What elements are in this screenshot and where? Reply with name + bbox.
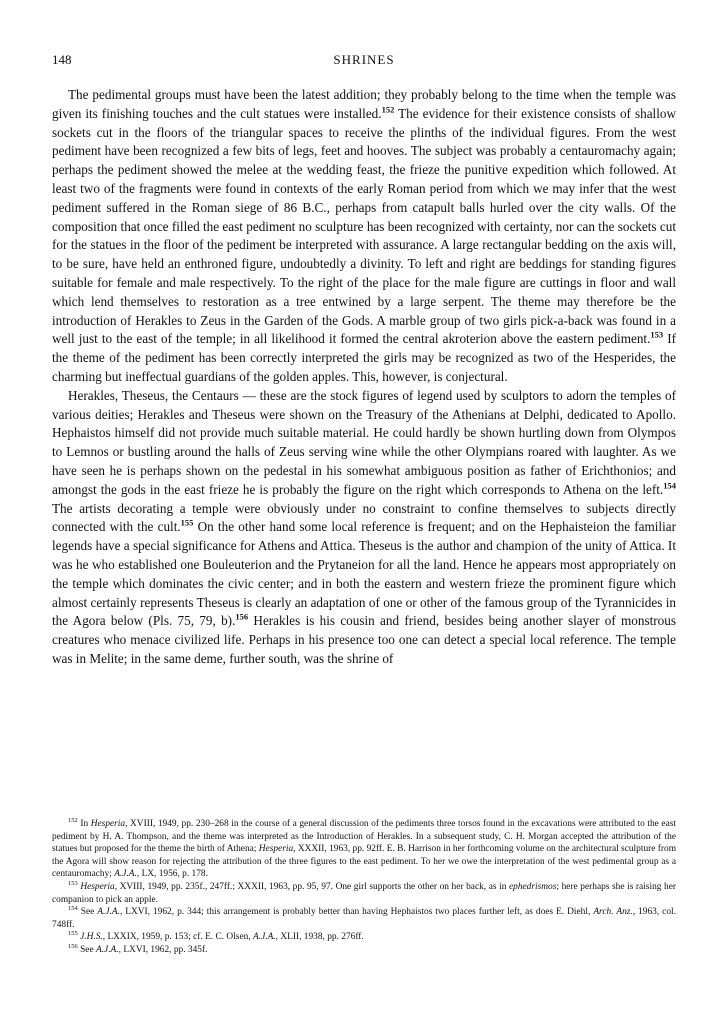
footnote-number: 152 (68, 816, 78, 824)
paragraph (52, 86, 676, 387)
italic-text: ephedrismos (508, 881, 557, 892)
footnote (52, 881, 676, 906)
footnotes (52, 818, 676, 957)
text-run: , XVIII, 1949, pp. 235f., 247ff.; XXXII, 1963, pp. 95, 97. One girl supports the other on her back, as in (114, 881, 509, 892)
footnote-number: 155 (68, 930, 78, 938)
page-number: 148 (52, 52, 72, 67)
body-text (52, 86, 676, 669)
text-run: The pedimental groups must have been the latest addition; they probably belong to the time when the temple was given its finishing touches and the cult statues were installed. (52, 87, 676, 121)
text-run: ; here perhaps she is raising her companion to pick an apple. (52, 881, 676, 905)
footnote (52, 818, 676, 881)
footnote-number: 156 (68, 942, 78, 950)
text-run: , XVIII, 1949, pp. 230–268 in the course of a general discussion of the pediments three torsos found in the excavations were attributed to the east pediment by H. A. Thompson, and the theme was interpreted as the Introduction of Herakles. In a subsequent study, C. H. Morgan accepted the attribution of the statues but proposed for the theme the birth of Athena; (52, 819, 676, 855)
text-run: , LXXIX, 1959, p. 153; cf. E. C. Olsen, (102, 932, 253, 943)
text-run: See (77, 944, 96, 955)
text-run: In (77, 819, 91, 829)
text-run: , LXVI, 1962, p. 344; this arrangement is probably better than having Hephaistos two places further left, as does E. Diehl, (119, 907, 594, 918)
text-run: If the theme of the pediment has been correctly interpreted the girls may be recognized as two of the Hesperides, the charming but ineffectual guardians of the golden apples. This, however, is conjectural. (52, 331, 676, 384)
text-run: , LX, 1956, p. 178. (136, 869, 208, 880)
footnote-reference: 153 (650, 329, 664, 340)
footnote (52, 944, 676, 957)
footnote-number: 154 (68, 905, 78, 913)
text-run: , XXXII, 1963, pp. 92ff. E. B. Harrison in her forthcoming volume on the architectural sculpture from the Agora will show reason for rejecting the attribution of the three figures to the east pediment. To her we owe the interpretation of the west pedimental group as a centauromachy; (52, 844, 676, 880)
text-run: See (77, 907, 98, 918)
text-run: Herakles is his cousin and friend, besides being another slayer of monstrous creatures who menace civilized life. Perhaps in his presence too one can detect a special local reference. The temple was in Melite; in the same deme, further south, was the shrine of (52, 613, 676, 666)
paragraph (52, 387, 676, 669)
italic-text: A.J.A. (114, 869, 137, 880)
italic-text: Hesperia (90, 819, 126, 829)
italic-text: Arch. Anz. (593, 907, 633, 918)
italic-text: A.J.A. (253, 932, 276, 943)
footnote (52, 931, 676, 944)
footnote-reference: 156 (235, 611, 249, 622)
text-run: The artists decorating a temple were obviously under no constraint to confine themselves to subjects directly connected with the cult. (52, 500, 676, 535)
italic-text: A.J.A. (97, 907, 120, 918)
footnote-reference: 155 (180, 517, 194, 528)
text-run: , XLII, 1938, pp. 276ff. (275, 932, 364, 943)
text-run: The evidence for their existence consists of shallow sockets cut in the floors of the triangular spaces to receive the plinths of the individual figures. From the west pediment have been recognized a few bits of legs, feet and hooves. The subject was probably a centauromachy again; perhaps the pediment showed the melee at the wedding feast, the frieze the punitive expedition which followed. At least two of the fragments were found in contexts of the early Roman period from which we may infer that the west pediment suffered in the Roman siege of 86 B.C., perhaps from catapult balls hurled over the city walls. Of the composition that once filled the east pediment no sculpture has been recognized with certainty, nor can the sockets cut for the statues in the floor of the pediment be interpreted with assurance. A large rectangular bedding on the axis will, to be sure, have held an enthroned figure, undoubtedly a divinity. To left and right are beddings for standing figures suitable for female and male respectively. To the right of the place for the male figure are cuttings in floor and wall which lend themselves to restoration as a tree entwined by a large serpent. The theme may therefore be the introduction of Herakles to Zeus in the Garden of the Gods. A marble group of two girls pick-a-back was found in a well just to the east of the temple; in all likelihood it formed the central akroterion above the eastern pediment. (52, 105, 676, 347)
italic-text: A.J.A. (95, 944, 119, 955)
running-title: SHRINES (333, 52, 395, 67)
footnote (52, 906, 676, 931)
text-run: Herakles, Theseus, the Centaurs — these are the stock figures of legend used by sculptors to adorn the temples of various deities; Herakles and Theseus were shown on the Treasury of the Athenians at Delphi, dedicated to Apollo. Hephaistos himself did not provide much suitable material. He could hardly be shown hurtling down from Olympos to Lemnos or bustling around the halls of Zeus serving wine while the other Olympians roared with laughter. As we have seen he is perhaps shown on the pedestal in his somewhat ambiguous position as father of Erichthonios; and amongst the gods in the east frieze he is probably the figure on the right which corresponds to Athena on the left. (52, 387, 676, 497)
text-run: , LXVI, 1962, pp. 345f. (118, 944, 208, 955)
text-run: On the other hand some local reference is frequent; and on the Hephaisteion the familiar legends have a special significance for Athens and Attica. Theseus is the author and champion of the unity of Attica. It was he who established one Bouleuterion and the Prytaneion for all the land. Hence he appears most appropriately on the temple which dominates the civic center; and in both the eastern and western frieze the prominent figure which almost certainly represents Theseus is clearly an adaptation of one or other of the famous group of the Tyrannicides in the Agora below (Pls. 75, 79, b). (52, 519, 676, 629)
italic-text: Hesperia (80, 881, 115, 892)
italic-text: J.H.S. (80, 932, 103, 943)
running-header (52, 52, 676, 74)
page (52, 52, 676, 669)
footnote-reference: 154 (663, 480, 676, 491)
footnote-reference: 152 (381, 104, 395, 115)
footnote-number: 153 (68, 879, 78, 887)
italic-text: Hesperia (258, 844, 294, 855)
text-run: , 1963, col. 748ff. (52, 907, 676, 930)
